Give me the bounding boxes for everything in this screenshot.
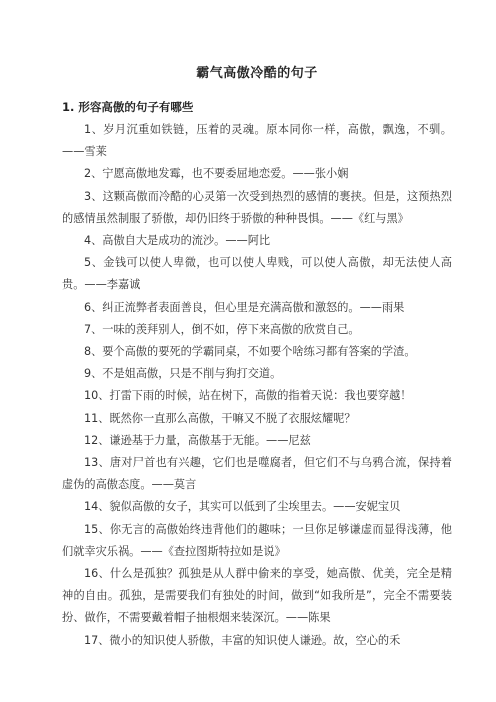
list-item: 14、貌似高傲的女子，其实可以低到了尘埃里去。——安妮宝贝 — [84, 500, 401, 514]
section-heading: 1. 形容高傲的句子有哪些 — [62, 100, 194, 114]
list-item: 16、什么是孤独？孤独是从人群中偷来的享受，她高傲、优美，完全是精神的自由。孤独，是需要我们有独处的时间，做到“如我所是”，完全不需要装扮、做作，不需要戴着帽子抽根烟来装深沉。——陈果 — [62, 567, 452, 625]
list-item: 13、唐对尸首也有兴趣，它们也是噬腐者，但它们不与乌鸦合流，保持着虚伪的高傲态度。——莫言 — [62, 456, 452, 492]
list-item: 4、高傲自大是成功的流沙。——阿比 — [84, 234, 271, 248]
list-item: 11、既然你一直那么高傲，干嘛又不脱了衣服炫耀呢？ — [84, 411, 356, 425]
list-item: 5、金钱可以使人卑微，也可以使人卑贱，可以使人高傲，却无法使人高贵。——李嘉诚 — [62, 256, 452, 292]
list-item: 9、不是姐高傲，只是不削与狗打交道。 — [84, 367, 282, 381]
list-item: 6、纠正流弊者表面善良，但心里是充满高傲和激怒的。——雨果 — [84, 300, 405, 314]
list-item: 8、要个高傲的要死的学霸同桌，不如要个啥练习都有答案的学渣。 — [84, 345, 416, 359]
list-item: 10、打雷下雨的时候，站在树下，高傲的指着天说：我也要穿越！ — [84, 389, 412, 403]
page-title: 霸气高傲冷酷的句子 — [196, 66, 318, 81]
list-item: 7、一味的羡拜别人，倒不如，停下来高傲的欣赏自己。 — [84, 322, 360, 336]
quote-list — [62, 119, 452, 652]
list-item: 3、这颗高傲而冷酷的心灵第一次受到热烈的感情的裹挟。但是，这预热烈的感情虽然制服了骄傲，却仍旧终于骄傲的种种畏惧。——《红与黑》 — [62, 189, 452, 225]
list-item: 15、你无言的高傲始终违背他们的趣味；一旦你足够谦虚而显得浅薄，他们就幸灾乐祸。——《查拉图斯特拉如是说》 — [62, 522, 452, 558]
list-item: 1、岁月沉重如铁链，压着的灵魂。原本同你一样，高傲，飘逸，不驯。——雪莱 — [62, 123, 452, 159]
list-item: 12、谦逊基于力量，高傲基于无能。——尼兹 — [84, 433, 311, 447]
list-item: 2、宁愿高傲地发霉，也不要委屈地恋爱。——张小娴 — [84, 167, 349, 181]
list-item: 17、微小的知识使人骄傲，丰富的知识使人谦逊。故，空心的禾 — [84, 633, 401, 647]
